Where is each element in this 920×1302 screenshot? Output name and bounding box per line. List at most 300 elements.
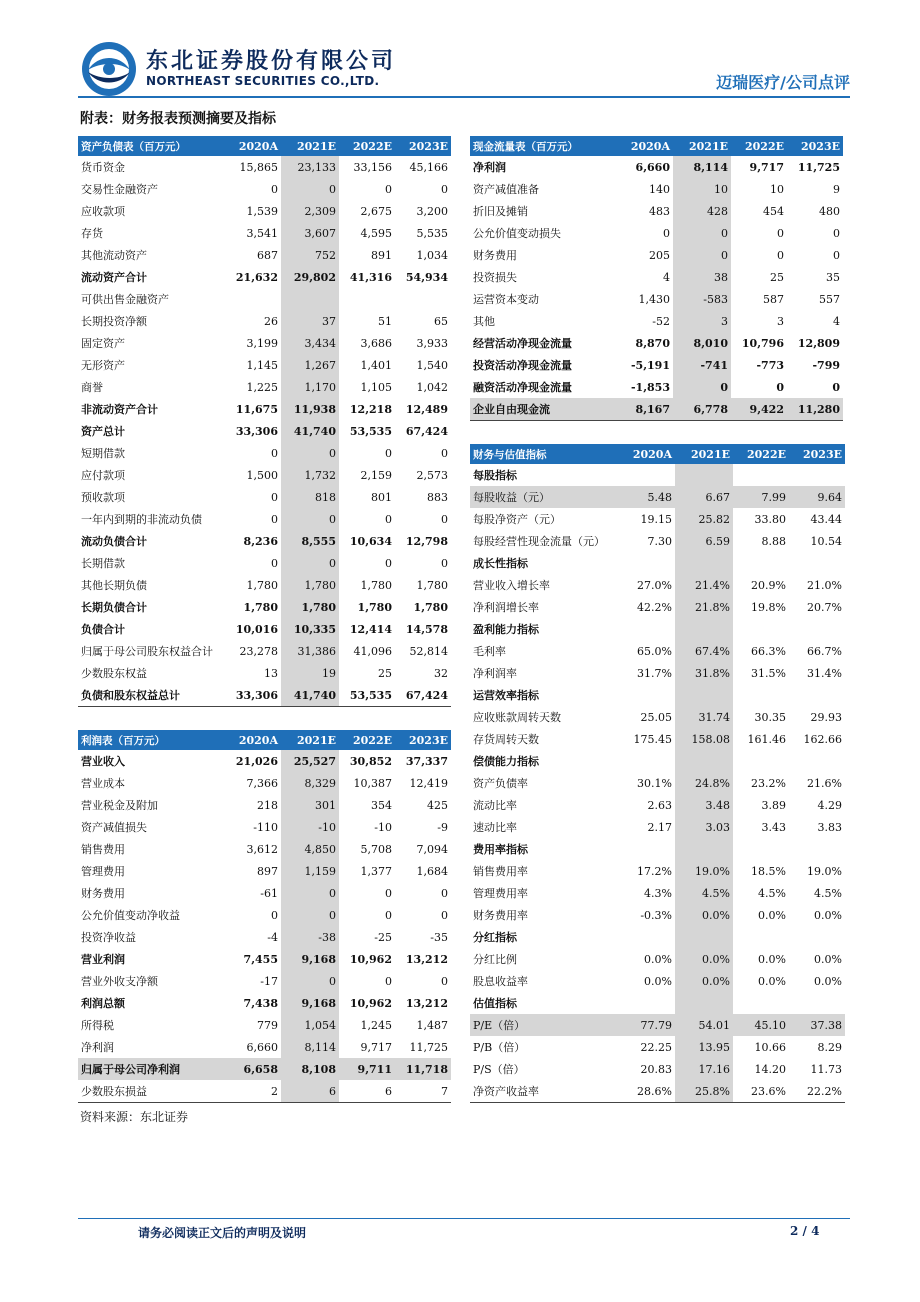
cell-value: 37 [281, 310, 339, 332]
cell-value: 19 [281, 662, 339, 684]
table-title: 现金流量表（百万元） [470, 136, 615, 156]
table-row [470, 310, 843, 332]
cell-value [789, 464, 845, 486]
cell-value: 52,814 [409, 644, 448, 658]
cell-value [789, 552, 845, 574]
cell-value: 0 [673, 244, 731, 266]
cell-value [733, 926, 789, 948]
cell-value: 0 [441, 556, 448, 570]
cell-value: 0 [271, 556, 278, 570]
cell-value: 3.83 [817, 820, 842, 834]
cell-value: -1,853 [630, 380, 670, 394]
cell-value: 33,306 [235, 424, 278, 438]
cell-value: 0 [385, 512, 392, 526]
table-row [78, 772, 451, 794]
row-label: 投资净收益 [81, 931, 136, 944]
cell-value: 6 [281, 1080, 339, 1103]
cell-value: 21,026 [235, 754, 278, 768]
cell-value: 14,578 [405, 622, 448, 636]
cell-value: 483 [649, 204, 670, 218]
cell-value: 1,145 [246, 358, 278, 372]
table-row [78, 376, 451, 398]
table-row [78, 684, 451, 707]
cell-value: 21.8% [675, 596, 733, 618]
cell-value: 1,042 [416, 380, 448, 394]
cell-value: 0 [673, 376, 731, 398]
cell-value: 33.80 [754, 512, 786, 526]
cell-value: 3 [777, 314, 784, 328]
cell-value: 0.0% [758, 974, 786, 988]
cell-value: -35 [430, 930, 448, 944]
table-row [78, 200, 451, 222]
row-label: 销售费用 [81, 843, 125, 856]
row-label: 运营资本变动 [473, 293, 539, 306]
row-label: 每股净资产（元） [473, 513, 561, 526]
cell-value [733, 750, 789, 772]
table-row [78, 244, 451, 266]
row-label: 净资产收益率 [473, 1085, 539, 1098]
cell-value: 0 [271, 182, 278, 196]
cell-value: 162.66 [803, 732, 842, 746]
cell-value: 9,717 [749, 160, 784, 174]
cell-value: 12,218 [349, 402, 392, 416]
row-label: 可供出售金融资产 [81, 293, 169, 306]
cell-value: 0 [777, 248, 784, 262]
balance-sheet-table [78, 136, 451, 707]
cell-value: 1,054 [281, 1014, 339, 1036]
cell-value: 7.99 [733, 486, 789, 508]
cell-value: 5,535 [416, 226, 448, 240]
cell-value: 4.5% [758, 886, 786, 900]
cell-value: 54.01 [675, 1014, 733, 1036]
cell-value: 33,156 [353, 160, 392, 174]
cell-value: 41,740 [281, 684, 339, 707]
cell-value: 0 [673, 222, 731, 244]
cell-value: 4.5% [675, 882, 733, 904]
cell-value: 25 [770, 270, 784, 284]
cell-value: 1,245 [360, 1018, 392, 1032]
row-label: 营业外收支净额 [81, 975, 158, 988]
cell-value: 0 [385, 908, 392, 922]
cell-value: 10.66 [754, 1040, 786, 1054]
cell-value [281, 288, 339, 310]
cell-value: 2,675 [360, 204, 392, 218]
cell-value [733, 838, 789, 860]
cell-value: 12,798 [405, 534, 448, 548]
cell-value: 7 [441, 1084, 448, 1098]
table-row [470, 530, 845, 552]
cell-value: 752 [281, 244, 339, 266]
table-row [78, 948, 451, 970]
row-label: 偿债能力指标 [473, 755, 539, 768]
cell-value: 6 [385, 1084, 392, 1098]
cell-value: 11.73 [810, 1062, 842, 1076]
cell-value: 53,535 [349, 424, 392, 438]
cell-value: 11,725 [797, 160, 840, 174]
cell-value: 0.0% [814, 952, 842, 966]
cell-value: 32 [434, 666, 448, 680]
cell-value: 557 [819, 292, 840, 306]
cell-value: 11,675 [235, 402, 278, 416]
row-label: 其他 [473, 315, 495, 328]
table-row [78, 1014, 451, 1036]
table-row [78, 486, 451, 508]
source-note: 资料来源：东北证券 [80, 1110, 189, 1124]
table-row [78, 288, 451, 310]
cell-value: 37,337 [405, 754, 448, 768]
cell-value [733, 618, 789, 640]
row-label: 一年内到期的非流动负债 [81, 513, 202, 526]
row-label: P/B（倍） [473, 1041, 526, 1054]
table-row [470, 970, 845, 992]
table-row [78, 178, 451, 200]
cell-value: 8,870 [635, 336, 670, 350]
row-label: 财务费用 [473, 249, 517, 262]
cell-value: 3,199 [246, 336, 278, 350]
cell-value: 0 [776, 380, 784, 394]
table-row [470, 816, 845, 838]
cell-value [339, 288, 395, 310]
table-row [470, 728, 845, 750]
table-row [78, 354, 451, 376]
row-label: 流动资产合计 [81, 271, 147, 284]
cell-value: 0 [441, 446, 448, 460]
row-label: 营业税金及附加 [81, 799, 158, 812]
cell-value: 1,684 [416, 864, 448, 878]
cell-value: 14.20 [754, 1062, 786, 1076]
row-label: 少数股东损益 [81, 1085, 147, 1098]
cell-value: 19.0% [675, 860, 733, 882]
table-row [78, 222, 451, 244]
cell-value: 7,094 [416, 842, 448, 856]
row-label: 短期借款 [81, 447, 125, 460]
table-row [470, 794, 845, 816]
indicators-table [470, 444, 845, 1103]
cell-value [675, 464, 733, 486]
cell-value: 42.2% [637, 600, 672, 614]
row-label: 资产负债率 [473, 777, 528, 790]
row-label: 销售费用率 [473, 865, 528, 878]
table-row [470, 1080, 845, 1103]
cell-value: 26 [264, 314, 278, 328]
table-row [78, 1080, 451, 1103]
cell-value: 10 [673, 178, 731, 200]
row-label: 少数股东权益 [81, 667, 147, 680]
cell-value: 8.29 [817, 1040, 842, 1054]
cell-value [789, 992, 845, 1014]
cell-value: 19.8% [751, 600, 786, 614]
cell-value: 10,796 [741, 336, 784, 350]
income-statement-table [78, 730, 451, 1103]
cell-value: 1,540 [416, 358, 448, 372]
row-label: 归属于母公司净利润 [78, 1058, 223, 1080]
cell-value [733, 464, 789, 486]
table-row [470, 376, 843, 398]
cell-value: 2,159 [360, 468, 392, 482]
cell-value [675, 618, 733, 640]
cell-value: 818 [281, 486, 339, 508]
cell-value: 28.6% [637, 1084, 672, 1098]
cell-value: 9,168 [281, 992, 339, 1014]
cell-value [620, 926, 675, 948]
cell-value: 12,419 [409, 776, 448, 790]
cell-value: 65.0% [637, 644, 672, 658]
cell-value: 7,366 [246, 776, 278, 790]
table-row [470, 1014, 845, 1036]
row-label: 固定资产 [81, 337, 125, 350]
table-row [470, 1036, 845, 1058]
cell-value: 3,541 [246, 226, 278, 240]
cell-value: 31.8% [675, 662, 733, 684]
row-label: 净利润率 [473, 667, 517, 680]
cell-value: 1,780 [246, 578, 278, 592]
cell-value: 8,329 [281, 772, 339, 794]
year-header: 2023E [395, 136, 451, 156]
cell-value: -583 [673, 288, 731, 310]
cell-value: 4.3% [644, 886, 672, 900]
cell-value: 6,658 [223, 1058, 281, 1080]
table-title: 资产负债表（百万元） [78, 136, 223, 156]
cell-value: 1,732 [281, 464, 339, 486]
cell-value [395, 288, 451, 310]
table-row [470, 684, 845, 706]
cell-value: 0 [663, 226, 670, 240]
table-row [78, 904, 451, 926]
cell-value: -25 [374, 930, 392, 944]
row-label: 成长性指标 [473, 557, 528, 570]
table-row [470, 882, 845, 904]
cell-value [620, 838, 675, 860]
section-title: 附表：财务报表预测摘要及指标 [80, 111, 276, 127]
year-header: 2021E [281, 730, 339, 750]
cell-value [223, 288, 281, 310]
table-row [470, 640, 845, 662]
cell-value: 9 [833, 182, 840, 196]
cell-value: 33,306 [235, 688, 278, 702]
cell-value: -4 [267, 930, 278, 944]
cell-value: 2 [271, 1084, 278, 1098]
table-row [470, 398, 843, 421]
cell-value: 0 [441, 886, 448, 900]
cell-value: 0 [281, 178, 339, 200]
row-label: 货币资金 [81, 161, 125, 174]
row-label: 运营效率指标 [473, 689, 539, 702]
cell-value: 19.0% [807, 864, 842, 878]
cell-value: 7,455 [243, 952, 278, 966]
cell-value: 0.0% [644, 952, 672, 966]
cell-value: 0 [385, 974, 392, 988]
cell-value: 1,487 [416, 1018, 448, 1032]
company-name-en: NORTHEAST SECURITIES CO.,LTD. [146, 74, 380, 88]
table-row [470, 464, 845, 486]
cell-value: 883 [427, 490, 448, 504]
table-title: 利润表（百万元） [78, 730, 223, 750]
header-divider [78, 96, 850, 98]
row-label: 每股经营性现金流量（元） [473, 535, 605, 548]
cell-value: 158.08 [675, 728, 733, 750]
year-header: 2022E [339, 136, 395, 156]
table-row [78, 750, 451, 772]
cell-value: 0 [281, 970, 339, 992]
row-label: 公允价值变动损失 [473, 227, 561, 240]
table-header-row [78, 730, 451, 750]
table-row [78, 420, 451, 442]
cell-value: 1,105 [360, 380, 392, 394]
table-row [78, 310, 451, 332]
cell-value [789, 926, 845, 948]
cell-value: 3.89 [761, 798, 786, 812]
table-row [470, 860, 845, 882]
cell-value: 1,780 [281, 596, 339, 618]
table-row [78, 860, 451, 882]
cell-value: 0 [441, 974, 448, 988]
row-label: 股息收益率 [473, 975, 528, 988]
cell-value: -110 [253, 820, 278, 834]
table-row [470, 772, 845, 794]
cell-value: 6,778 [673, 398, 731, 421]
table-row [470, 486, 845, 508]
cell-value: 41,316 [349, 270, 392, 284]
cell-value: 20.7% [807, 600, 842, 614]
table-row [78, 882, 451, 904]
row-label: 负债和股东权益总计 [81, 689, 180, 702]
row-label: 毛利率 [473, 645, 506, 658]
table-row [470, 266, 843, 288]
cell-value: 11,718 [395, 1058, 451, 1080]
cell-value: -61 [260, 886, 278, 900]
row-label: 经营活动净现金流量 [473, 337, 572, 350]
table-row [78, 992, 451, 1014]
cell-value: 30.1% [637, 776, 672, 790]
cell-value: 0 [281, 904, 339, 926]
cell-value: 8,167 [615, 398, 673, 421]
page-number: 2 / 4 [790, 1224, 820, 1238]
table-row [470, 288, 843, 310]
cell-value: 1,159 [281, 860, 339, 882]
row-label: 企业自由现金流 [470, 398, 615, 421]
cell-value: 25 [378, 666, 392, 680]
cell-value: 0 [833, 248, 840, 262]
year-header: 2020A [615, 136, 673, 156]
cell-value: 687 [257, 248, 278, 262]
cell-value: 41,096 [353, 644, 392, 658]
cell-value: 21.6% [807, 776, 842, 790]
cell-value: 891 [371, 248, 392, 262]
cell-value: 175.45 [633, 732, 672, 746]
cell-value: 428 [673, 200, 731, 222]
cell-value: 22.2% [807, 1084, 842, 1098]
table-row [78, 794, 451, 816]
row-label: 净利润 [473, 161, 506, 174]
cell-value: 13,212 [405, 996, 448, 1010]
row-label: 速动比率 [473, 821, 517, 834]
cell-value: 11,725 [409, 1040, 448, 1054]
cell-value: 4,595 [360, 226, 392, 240]
row-label: 应付款项 [81, 469, 125, 482]
cell-value: 4 [663, 270, 670, 284]
row-label: P/E（倍） [470, 1014, 620, 1036]
cell-value: 15,865 [239, 160, 278, 174]
cell-value: 0 [271, 446, 278, 460]
company-name-cn: 东北证券股份有限公司 [146, 49, 397, 74]
cell-value: 2.17 [647, 820, 672, 834]
cell-value: 25.05 [640, 710, 672, 724]
year-header: 2022E [731, 136, 787, 156]
cell-value: 23,278 [239, 644, 278, 658]
cell-value: 0.0% [758, 952, 786, 966]
table-row [78, 596, 451, 618]
cell-value: 0.0% [675, 948, 733, 970]
cell-value: 21.4% [675, 574, 733, 596]
cell-value: 8,114 [281, 1036, 339, 1058]
cell-value: 38 [673, 266, 731, 288]
cell-value [675, 838, 733, 860]
cell-value: 1,780 [360, 578, 392, 592]
table-row [470, 618, 845, 640]
cell-value: 0 [281, 882, 339, 904]
cell-value: 10,962 [349, 996, 392, 1010]
row-label: 营业收入 [81, 755, 125, 768]
table-header-row [78, 136, 451, 156]
cell-value: 10,962 [349, 952, 392, 966]
row-label: 流动负债合计 [81, 535, 147, 548]
cell-value [789, 684, 845, 706]
table-row [470, 200, 843, 222]
cell-value: 0 [832, 380, 840, 394]
table-row [470, 926, 845, 948]
table-row [78, 640, 451, 662]
row-label: 财务费用率 [473, 909, 528, 922]
row-label: 所得税 [81, 1019, 114, 1032]
row-label: 利润总额 [81, 997, 125, 1010]
cell-value: 25.82 [675, 508, 733, 530]
row-label: 投资损失 [473, 271, 517, 284]
cell-value: 8,555 [281, 530, 339, 552]
cell-value: 12,809 [797, 336, 840, 350]
cell-value: 1,430 [638, 292, 670, 306]
cell-value: 31.74 [675, 706, 733, 728]
cell-value: 9,168 [281, 948, 339, 970]
footer-disclaimer: 请务必阅读正文后的声明及说明 [138, 1226, 307, 1240]
cell-value: 41,740 [281, 420, 339, 442]
cell-value: 11,280 [787, 398, 843, 421]
cell-value: 1,780 [416, 578, 448, 592]
table-row [470, 948, 845, 970]
cell-value: 3,686 [360, 336, 392, 350]
table-row [78, 1058, 451, 1080]
table-row [470, 354, 843, 376]
row-label: 长期借款 [81, 557, 125, 570]
cell-value: 7,438 [243, 996, 278, 1010]
row-label: P/S（倍） [473, 1063, 525, 1076]
cell-value: 0 [271, 490, 278, 504]
row-label: 折旧及摊销 [473, 205, 528, 218]
cell-value: 23,133 [281, 156, 339, 178]
footer-divider [78, 1218, 850, 1219]
cell-value: 0.0% [675, 904, 733, 926]
year-header: 2020A [223, 136, 281, 156]
row-label: 分红指标 [473, 931, 517, 944]
table-row [78, 838, 451, 860]
cell-value: 31,386 [281, 640, 339, 662]
cell-value: 3.43 [761, 820, 786, 834]
year-header: 2021E [673, 136, 731, 156]
cell-value: 13,212 [405, 952, 448, 966]
cell-value: -38 [281, 926, 339, 948]
row-label: 应收款项 [81, 205, 125, 218]
row-label: 投资活动净现金流量 [473, 359, 572, 372]
table-row [470, 838, 845, 860]
